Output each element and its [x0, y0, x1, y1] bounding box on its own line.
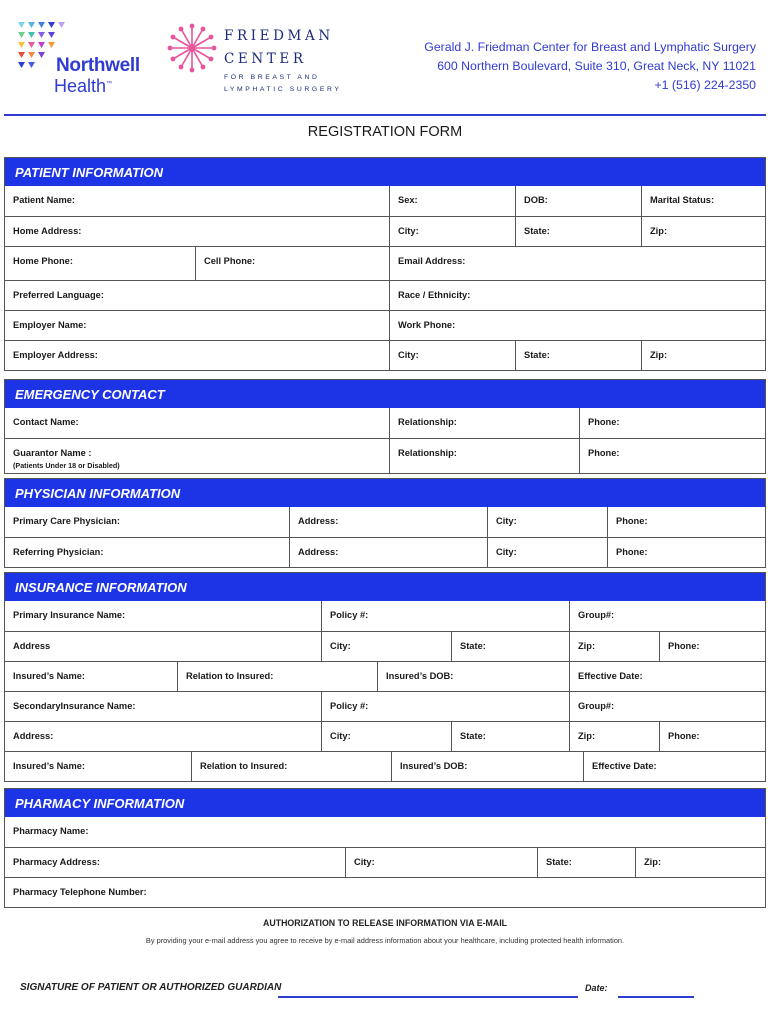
dob-field[interactable]: DOB:	[515, 186, 641, 216]
friedman-subtitle-1: FOR BREAST AND	[224, 74, 320, 81]
phone-line: +1 (516) 224-2350	[654, 78, 756, 92]
email-field[interactable]: Email Address:	[389, 247, 767, 280]
secondary-effective-date-field[interactable]: Effective Date:	[583, 752, 767, 781]
pharmacy-state-field[interactable]: State:	[537, 848, 635, 877]
referring-phone-field[interactable]: Phone:	[607, 538, 767, 567]
form-row	[5, 246, 765, 280]
page-header	[0, 0, 770, 118]
secondary-address-field[interactable]: Address:	[13, 731, 54, 741]
secondary-relation-field[interactable]: Relation to Insured:	[191, 752, 391, 781]
address-line-2: 600 Northern Boulevard, Suite 310, Great Neck, NY 11021	[437, 59, 756, 73]
date-label: Date:	[585, 983, 608, 993]
employer-state-field[interactable]: State:	[515, 341, 641, 370]
pharmacy-telephone-field[interactable]: Pharmacy Telephone Number:	[13, 887, 147, 897]
header-divider	[4, 114, 766, 116]
secondary-zip-field[interactable]: Zip:	[569, 722, 659, 751]
employer-zip-field[interactable]: Zip:	[641, 341, 767, 370]
secondary-insured-name-field[interactable]: Insured’s Name:	[13, 761, 85, 771]
home-phone-field[interactable]: Home Phone:	[13, 256, 73, 266]
insurance-address-field[interactable]: Address	[13, 641, 51, 651]
form-row	[5, 438, 765, 473]
race-ethnicity-field[interactable]: Race / Ethnicity:	[389, 281, 767, 310]
form-title: REGISTRATION FORM	[307, 124, 463, 140]
section-heading: EMERGENCY CONTACT	[5, 380, 765, 408]
flower-icon	[166, 22, 218, 74]
form-row	[5, 751, 765, 781]
pharmacy-address-field[interactable]: Pharmacy Address:	[13, 857, 100, 867]
form-row	[5, 721, 765, 751]
northwell-health-logo	[16, 20, 156, 100]
form-row	[5, 280, 765, 310]
patient-name-field[interactable]: Patient Name:	[13, 195, 75, 205]
section-heading: PATIENT INFORMATION	[5, 158, 765, 186]
form-row	[5, 216, 765, 246]
city-field[interactable]: City:	[389, 217, 515, 246]
relation-to-insured-field[interactable]: Relation to Insured:	[177, 662, 377, 691]
form-row	[5, 601, 765, 631]
secondary-insured-dob-field[interactable]: Insured’s DOB:	[391, 752, 583, 781]
guarantor-relationship-field[interactable]: Relationship:	[389, 439, 579, 473]
policy-number-field[interactable]: Policy #:	[321, 601, 569, 631]
center-address	[424, 38, 756, 95]
form-row	[5, 537, 765, 567]
effective-date-field[interactable]: Effective Date:	[569, 662, 767, 691]
form-row	[5, 310, 765, 340]
form-row	[5, 631, 765, 661]
form-row	[5, 817, 765, 847]
insurance-information-section	[4, 572, 766, 782]
form-row	[5, 691, 765, 721]
friedman-title: FRIEDMAN	[224, 28, 334, 44]
preferred-language-field[interactable]: Preferred Language:	[13, 290, 104, 300]
form-row	[5, 877, 765, 907]
form-row	[5, 507, 765, 537]
referring-physician-field[interactable]: Referring Physician:	[13, 547, 104, 557]
guarantor-note: (Patients Under 18 or Disabled)	[13, 461, 120, 470]
section-heading: PHYSICIAN INFORMATION	[5, 479, 765, 507]
friedman-center-logo	[166, 22, 346, 102]
pcp-phone-field[interactable]: Phone:	[607, 507, 767, 537]
secondary-group-number-field[interactable]: Group#:	[569, 692, 767, 721]
health-wordmark: Health™	[54, 76, 113, 96]
signature-label: SIGNATURE OF PATIENT OR AUTHORIZED GUARDIAN	[20, 982, 282, 993]
physician-information-section	[4, 478, 766, 568]
pharmacy-city-field[interactable]: City:	[345, 848, 537, 877]
signature-line[interactable]	[278, 996, 578, 998]
patient-information-section	[4, 157, 766, 371]
section-heading: INSURANCE INFORMATION	[5, 573, 765, 601]
guarantor-name-field[interactable]: Guarantor Name : (Patients Under 18 or Disabled)	[13, 448, 120, 470]
section-heading: PHARMACY INFORMATION	[5, 789, 765, 817]
secondary-state-field[interactable]: State:	[451, 722, 569, 751]
emergency-contact-section	[4, 379, 766, 474]
primary-insurance-name-field[interactable]: Primary Insurance Name:	[13, 610, 126, 620]
group-number-field[interactable]: Group#:	[569, 601, 767, 631]
insured-name-field[interactable]: Insured’s Name:	[13, 671, 85, 681]
marital-status-field[interactable]: Marital Status:	[641, 186, 767, 216]
form-row	[5, 186, 765, 216]
secondary-insurance-name-field[interactable]: SecondaryInsurance Name:	[13, 701, 136, 711]
form-row	[5, 661, 765, 691]
insured-dob-field[interactable]: Insured’s DOB:	[377, 662, 569, 691]
insurance-phone-field[interactable]: Phone:	[659, 632, 767, 661]
authorization-title: AUTHORIZATION TO RELEASE INFORMATION VIA E-MAIL	[262, 918, 508, 928]
contact-name-field[interactable]: Contact Name:	[13, 417, 79, 427]
referring-city-field[interactable]: City:	[487, 538, 607, 567]
authorization-text: By providing your e-mail address you agree to receive by e-mail address information about your healthcare, including protected health information.	[145, 936, 625, 945]
form-row	[5, 340, 765, 370]
date-line[interactable]	[618, 996, 694, 998]
insurance-zip-field[interactable]: Zip:	[569, 632, 659, 661]
secondary-phone-field[interactable]: Phone:	[659, 722, 767, 751]
sex-field[interactable]: Sex:	[389, 186, 515, 216]
address-line-1: Gerald J. Friedman Center for Breast and Lymphatic Surgery	[424, 40, 756, 54]
insurance-state-field[interactable]: State:	[451, 632, 569, 661]
pcp-address-field[interactable]: Address:	[289, 507, 487, 537]
guarantor-phone-field[interactable]: Phone:	[579, 439, 767, 473]
pharmacy-zip-field[interactable]: Zip:	[635, 848, 767, 877]
employer-city-field[interactable]: City:	[389, 341, 515, 370]
northwell-wordmark: Northwell	[56, 55, 140, 76]
center-title: CENTER	[224, 51, 307, 67]
friedman-subtitle-2: LYMPHATIC SURGERY	[224, 86, 342, 93]
insurance-city-field[interactable]: City:	[321, 632, 451, 661]
pharmacy-name-field[interactable]: Pharmacy Name:	[13, 826, 89, 836]
employer-address-field[interactable]: Employer Address:	[13, 350, 98, 360]
relationship-field[interactable]: Relationship:	[389, 408, 579, 438]
home-address-field[interactable]: Home Address:	[13, 226, 82, 236]
state-field[interactable]: State:	[515, 217, 641, 246]
pharmacy-information-section	[4, 788, 766, 908]
secondary-city-field[interactable]: City:	[321, 722, 451, 751]
secondary-policy-number-field[interactable]: Policy #:	[321, 692, 569, 721]
form-row	[5, 847, 765, 877]
employer-name-field[interactable]: Employer Name:	[13, 320, 87, 330]
cell-phone-field[interactable]: Cell Phone:	[195, 247, 389, 280]
form-row	[5, 408, 765, 438]
zip-field[interactable]: Zip:	[641, 217, 767, 246]
work-phone-field[interactable]: Work Phone:	[389, 311, 767, 340]
primary-care-physician-field[interactable]: Primary Care Physician:	[13, 516, 120, 526]
contact-phone-field[interactable]: Phone:	[579, 408, 767, 438]
referring-address-field[interactable]: Address:	[289, 538, 487, 567]
pcp-city-field[interactable]: City:	[487, 507, 607, 537]
